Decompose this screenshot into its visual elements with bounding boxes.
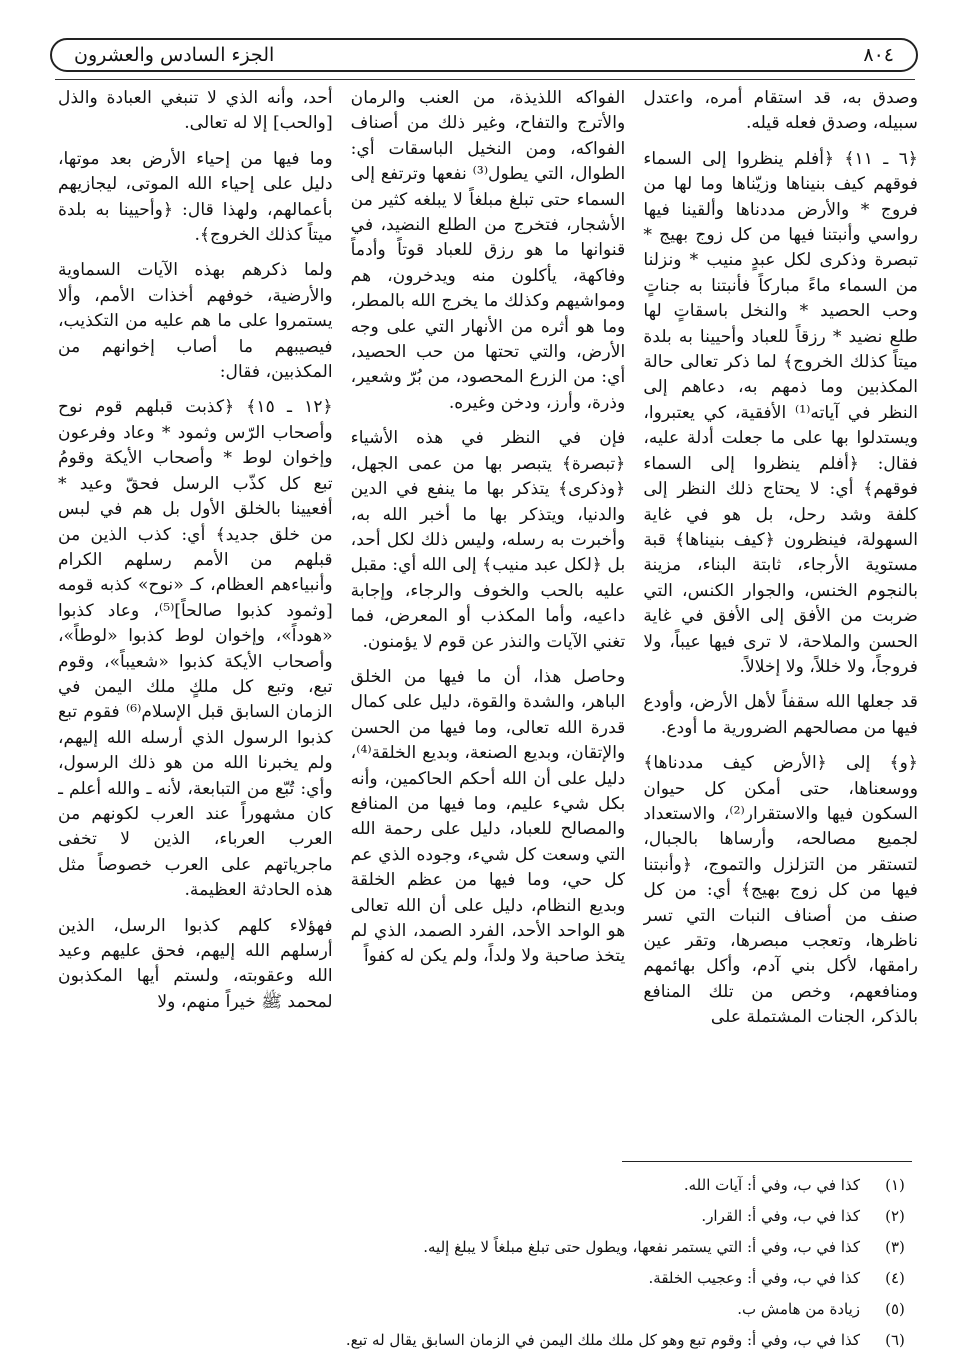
footnotes [52, 1170, 912, 1356]
footnote [52, 1325, 912, 1356]
footnote [52, 1201, 912, 1232]
footnote [52, 1263, 912, 1294]
column-right [643, 86, 918, 1151]
footnote-number: (٢) [885, 1207, 905, 1225]
footnote-text: كذا في ب، وفي أ: آيات الله. [683, 1176, 860, 1194]
column-left [58, 86, 333, 1151]
footnote-number: (٤) [885, 1269, 905, 1287]
page-header [50, 38, 918, 72]
paragraph: الفواكه اللذيذة، من العنب والرمان والأترج والتفاح، وغير ذلك من أصناف الفواكه، ومن النخيل الباسقات أي: الطوال، التي يطول⁽³⁾ نفعها وترتفع إلى السماء حتى تبلغ مبلغاً لا يبلغه كثير من الأشجار، فتخرج من الطلع النضيد، في قنوانها ما هو رزق للعباد قوتاً وأدماً وفاكهة، يأكلون منه ويدخرون، هم ومواشيهم وكذلك ما يخرج الله بالمطر، وما هو أثره من الأنهار التي على وجه الأرض، والتي تحتها من حب الحصيد، أي: من الزرع المحصود، من بُرّ وشعير، وذرة، وأرز، ودخن وغيره. [350, 88, 626, 413]
footnote-text: كذا في ب، وفي أ: القرار. [701, 1207, 860, 1225]
footnote-text: كذا في ب، وفي أ: التي يستمر نفعها، ويطول حتى تبلغ مبلغاً لا يبلغ إليه. [423, 1238, 860, 1256]
footnote-number: (١) [885, 1176, 905, 1194]
footnote-text: كذا في ب، وفي أ: وقوم تبع وهو كل ملك ملك اليمن في الزمان السابق يقال له تبع. [345, 1331, 860, 1349]
footnote-text: كذا في ب، وفي أ: وعجيب الخلقة. [648, 1269, 860, 1287]
footnote [52, 1294, 912, 1325]
paragraph: ولما ذكرهم بهذه الآيات السماوية والأرضية، خوفهم أخذات الأمم، وألا يستمروا على ما هم عليه من التكذيب، فيصيبهم ما أصاب إخوانهم من المكذبين، فقال: [57, 260, 333, 383]
text-columns [58, 86, 918, 1151]
header-divider [55, 79, 915, 80]
footnote-text: زيادة من هامش ب. [737, 1300, 860, 1318]
paragraph: وحاصل هذا، أن ما فيها من الخلق الباهر، والشدة والقوة، دليل على كمال قدرة الله تعالى، وما فيها من الحسن والإتقان، وبديع الصنعة، وبديع الخلقة⁽⁴⁾، دليل على أن الله أحكم الحاكمين، وأنه بكل شيء عليم، وما فيها من المنافع والمصالح للعباد، دليل على رحمة الله التي وسعت كل شيء، وجوده الذي عم كل حي، وما فيها من عظم الخلقة وبديع النظام، دليل على أن الله تعالى هو الواحد الأحد، الفرد الصمد، الذي لم يتخذ صاحبة ولا ولداً، ولم يكن له كفواً [350, 666, 626, 967]
page-number: ٨٠٤ [863, 44, 894, 66]
footnote-number: (٥) [885, 1300, 905, 1318]
paragraph: قد جعلها الله سقفاً لأهل الأرض، وأودع فيها من مصالحهم الضرورية ما أودع. [643, 692, 918, 738]
paragraph: فهؤلاء كلهم كذبوا الرسل، الذين أرسلهم الله إليهم، فحق عليهم وعيد الله وعقوبته، ولستم أيها المكذبون لمحمد ﷺ خيراً منهم، ولا [57, 915, 333, 1012]
paragraph: ﴿و﴾ إلى ﴿الأرض كيف مددناها﴾ ووسعناها، حتى أمكن كل حيوان السكون فيها والاستقرار⁽²⁾، والاستعداد لجميع مصالحه، وأرساها بالجبال، لتستقر من التزلزل والتموج، ﴿وأنبتنا فيها من كل زوج بهيج﴾ أي: من كل صنف من أصناف النبات التي تسر ناظرها، وتعجب مبصرها، وتقر عين رامقها، لأكل بني آدم، وأكل بهائمهم ومنافعهم، وخص من تلك المنافع بالذكر، الجنات المشتملة على [643, 753, 918, 1028]
paragraph: أحد، وأنه الذي لا تنبغي العبادة والذل [والحب] إلا له تعالى. [57, 88, 333, 134]
paragraph: وما فيها من إحياء الأرض بعد موتها، دليل على إحياء الله الموتى، ليجازيهم بأعمالهم، ولهذا قال: ﴿وأحيينا به بلدة ميتاً كذلك الخروج﴾. [57, 148, 333, 246]
footnote [52, 1232, 912, 1263]
paragraph: فإن في النظر في هذه الأشياء ﴿تبصرة﴾ يتبصر بها من عمى الجهل، ﴿وذكرى﴾ يتذكر بها ما ينفع في الدين والدنيا، ويتذكر بها ما أخبر الله به، وأخبرت به رسله، وليس ذلك لكل أحد، بل ﴿لكل عبد منيب﴾ إلى الله أي: مقبل عليه بالحب والخوف والرجاء، وإجابة داعيه، وأما المكذب أو المعرض، فما تغني الآيات والنذر عن قوم لا يؤمنون. [350, 428, 626, 652]
column-middle [351, 86, 626, 1151]
footnote-number: (٦) [885, 1331, 905, 1349]
footnote-number: (٣) [885, 1238, 905, 1256]
footnote-divider [622, 1161, 912, 1162]
paragraph: ﴿١٢ ـ ١٥﴾ ﴿كذبت قبلهم قوم نوح وأصحاب الرّس وثمود * وعاد وفرعون وإخوان لوط * وأصحاب الأيكة وقومُ تبع كل كذّب الرسل فحقّ وعيد * أفعيينا بالخلق الأول بل هم في لبس من خلق جديد﴾ أي: كذب الذين من قبلهم من الأمم رسلهم الكرام وأنبياءهم العظام، كـ «نوح» كذبه قومه [وثمود كذبوا صالحاً]⁽⁵⁾، وعاد كذبوا «هوداً»، وإخوان لوط كذبوا «لوطاً»، وأصحاب الأيكة كذبوا «شعيباً»، وقوم تبع، وتبع كل ملكٍ ملك اليمن في الزمان السابق قبل الإسلام⁽⁶⁾ فقوم تبع كذبوا الرسول الذي أرسله الله إليهم، ولم يخبرنا الله من هو ذلك الرسول، وأي: تُبّع من التبابعة، لأنه ـ والله أعلم ـ كان مشهوراً عند العرب لكونهم من العرب العرباء، الذين لا تخفى ماجرياتهم على العرب خصوصاً مثل هذه الحادثة العظيمة. [57, 397, 333, 901]
part-title: الجزء السادس والعشرون [74, 44, 275, 66]
paragraph: وصدق به، قد استقام أمره، واعتدل سبيله، وصدق فعله قيله. [643, 88, 918, 134]
paragraph: ﴿٦ ـ ١١﴾ ﴿أفلم ينظروا إلى السماء فوقهم كيف بنيناها وزيّناها وما لها من فروج * والأرض مددناها وألقينا فيها رواسي وأنبتنا فيها من كل زوج بهيج * تبصرة وذكرى لكل عبدٍ منيب * ونزلنا من السماء ماءً مباركاً فأنبتنا به جناتٍ وحب الحصيد * والنخل باسقاتٍ لها طلع نضيد * رزقاً للعباد وأحيينا به بلدة ميتاً كذلك الخروج﴾ لما ذكر تعالى حالة المكذبين وما ذمهم به، دعاهم إلى النظر في آياته⁽¹⁾ الأفقية، كي يعتبروا، ويستدلوا بها على ما جعلت أدلة عليه، فقال: ﴿أفلم ينظروا إلى السماء فوقهم﴾ أي: لا يحتاج ذلك النظر إلى كلفة وشد رحل، بل هو في غاية السهولة، فينظرون ﴿كيف بنيناها﴾ قبة مستوية الأرجاء، ثابتة البناء، مزينة بالنجوم الخنس، والجوار الكنس، التي ضربت من الأفق إلى الأفق في غاية الحسن والملاحة، لا ترى فيها عيباً، ولا فروجاً، ولا خللاً، ولا إخلالاً. [643, 148, 918, 677]
footnote [52, 1170, 912, 1201]
